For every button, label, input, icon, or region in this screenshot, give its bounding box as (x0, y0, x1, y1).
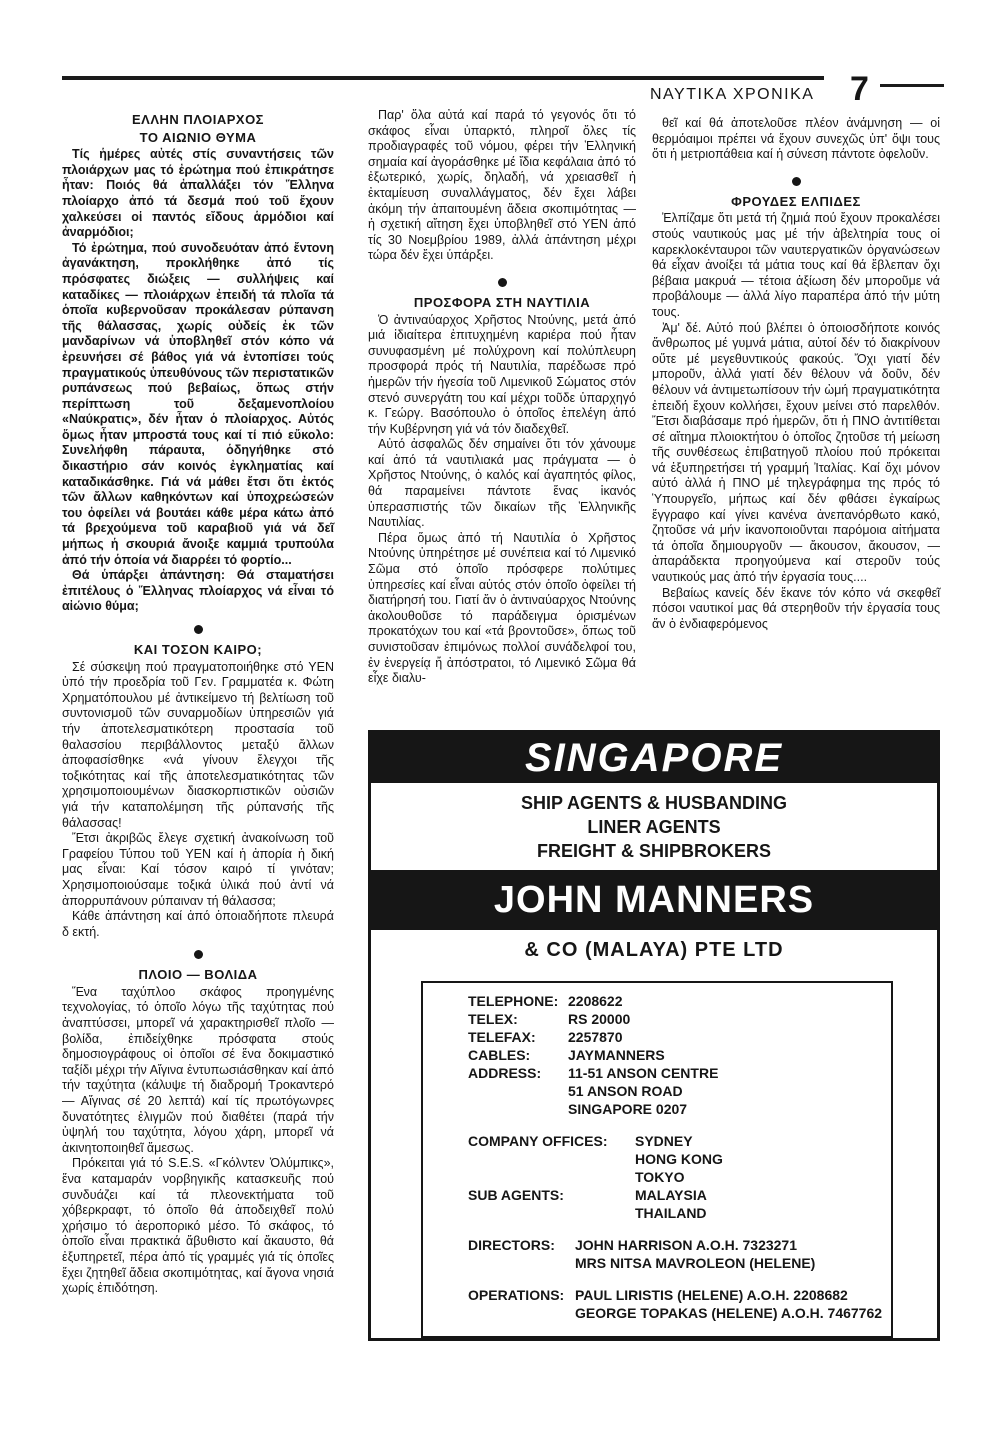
page-number: 7 (850, 70, 869, 108)
paragraph: Ἔτσι ἀκριβῶς ἔλεγε σχετική ἀνακοίνωση τοῦ Γραφείου Τύπου τοῦ ΥΕΝ καί ἡ ἀπορία ἡ δική μας εἶναι: Καί τόσον καιρό τί γινόταν; Χρησιμοποιούσαμε τοξικά ὑλικά πού ἀντί νά ἀπορρυπάνουν ρύπαιναν τή θάλασσα; (62, 831, 334, 908)
column-1 (62, 108, 334, 1297)
paragraph: Ὁ ἀντιναύαρχος Χρῆστος Ντούνης, μετά ἀπό μιά ἰδιαίτερα ἐπιτυχημένη καριέρα πού ἦταν συνυφασμένη μέ πολύχρονη καί πολύπλευρη προσφορά πρός τή Ναυτιλία, παρέδωσε πρό ἡμερῶν τήν ἡγεσία τοῦ Λιμενικοῦ Σώματος στόν στενό συνεργάτη του καί μέχρι τοῦδε ὑπαρχηγό κ. Γεώργ. Βασόπουλο ὁ ὁποῖος ἐπελέγη ἀπό τήν Κυβέρνηση γιά νά τόν διαδεχθεῖ. (368, 312, 636, 436)
paragraph: θεῖ καί θά ἀποτελοῦσε πλέον ἀνάμνηση — οἱ θερμόαιμοι πρέπει νά ἔχουν συνεχῶς ὑπ' ὄψι τους ὅτι ἡ μετριοπάθεια καί ἡ σύνεση πάντοτε ὀφελοῦν. (652, 116, 940, 162)
article-ellin-ploiarchos (62, 147, 334, 615)
paragraph: Βεβαίως κανείς δέν ἔκανε τόν κόπο νά σκεφθεῖ πόσοι ναυτικοί μας θά στερηθοῦν τήν ἐργασία τους ἄν ὁ ἐνδιαφερόμενος (652, 585, 940, 631)
paragraph: Αὐτό ἀσφαλῶς δέν σημαίνει ὅτι τόν χάνουμε καί ἀπό τά ναυτιλιακά μας πράγματα — ὁ Χρῆστος Ντούνης, ὁ καλός καί ἀγαπητός φίλος, θά παραμείνει πάντοτε ἕνας ἱκανός ὑπερασπιστής τῶν δικαίων τῆς Ἑλληνικῆς Ναυτιλίας. (368, 437, 636, 530)
paragraph: Τό ἐρώτημα, πού συνοδευόταν ἀπό ἔντονη ἀγανάκτηση, προκλήθηκε ἀπό τίς πρόσφατες διώξεις — συλλήψεις καί καταδίκες — πλοιάρχων ἐπειδή τά πλοῖα τά ὁποῖα κυβερνοῦσαν προκάλεσαν ρύπανση τῆς θάλασσας, χωρίς οὐδείς ἐκ τῶν μανδαρίνων νά ὑποβληθεῖ στόν κόπο νά ἐρευνήσει σέ βάθος γιά νά ἐντοπίσει τούς πραγματικούς ὑπευθύνους τῶν περιστατικῶν ρυπάνσεως πού βεβαίως, ὅπως στήν περίπτωση τοῦ δεξαμενοπλοίου «Ναύκρατις», δέν ἦταν ὁ πλοίαρχος. Αὐτός ὅμως ἦταν μπροστά τους καί τί πιό εὔκολο: Συνελήφθη πάραυτα, ὁδηγήθηκε στό δικαστήριο σάν κοινός ἐγκληματίας καί καταδικάσθηκε. Γιά νά μάθει ἔτσι ὅτι ἐκτός τῶν ἄλλων καθηκόντων καί ὑποχρεώσεών του ὀφείλει νά βουτάει κάθε μέρα κάτω ἀπό τά βρεχούμενα τοῦ καραβιοῦ γιά νά δεῖ μήπως ἡ σκουριά ἄνοιξε καμμιά τρυπούλα ἀπό τήν ὁποία νά διαρρέει τό φορτίο... (62, 240, 334, 567)
telefax-value: 2257870 (568, 1029, 623, 1045)
header-rule-left (62, 76, 824, 80)
director-name: MRS NITSA MAVROLEON (HELENE) (575, 1255, 816, 1271)
ad-service-line: LINER AGENTS (587, 817, 721, 837)
article-title: ΠΛΟΙΟ — ΒΟΛΙΔΑ (138, 967, 258, 983)
paragraph: Πέρα ὅμως ἀπό τή Ναυτιλία ὁ Χρῆστος Ντούνης ὑπηρέτησε μέ συνέπεια καί τό Λιμενικό Σῶμα στό ὁποῖο πρόσφερε πολύτιμες ὑπηρεσίες καί εἶναι αὐτός στόν ὁποῖο ὀφείλει τή διατήρησή του. Γιατί ἄν ὁ ἀντιναύαρχος Ντούνης ἀκολουθοῦσε τό παράδειγμα ὁρισμένων προκατόχων του καί «τά βροντοῦσε», ὅπως τοῦ συνιστοῦσαν ἐπιμόνως πολλοί συνάδελφοί του, ἐν ἐνεργείᾳ ἤ ἀπόστρατοι, τό Λιμενικό Σῶμα θά εἶχε διαλυ- (368, 530, 636, 686)
paragraph: Θά ὑπάρξει ἀπάντηση: Θά σταματήσει ἐπιτέλους ὁ Ἕλληνας πλοίαρχος νά εἶναι τό αἰώνιο θύμα; (62, 568, 334, 614)
office-city: SYDNEY (635, 1133, 693, 1149)
telefax-label: TELEFAX: (468, 1029, 536, 1045)
address-line: SINGAPORE 0207 (568, 1101, 688, 1117)
paragraph: Πρόκειται γιά τό S.E.S. «Γκόλντεν Ὀλύμπικς», ἕνα καταμαράν νορβηγικῆς κατασκευῆς πού συνδυάζει καί τά πλεονεκτήματα τοῦ χόβερκραφτ, τό ὁποῖο θά ἀποδειχθεῖ πολύ χρήσιμο τό ἀεροπορικό μέσο. Τό σκάφος, τό ὁποῖο εἶναι πρακτικά ἄβυθιστο καί ἄκαυστο, θά ἐξυπηρετεῖ, πέρα ἀπό τίς γραμμές γιά τίς ὁποῖες ἔχει ζητηθεῖ ἄδεια σκοπιμότητας, καί ἄγονα νησιά χωρίς ἐπιδότηση. (62, 1156, 334, 1296)
telex-label: TELEX: (468, 1011, 518, 1027)
paragraph: Τίς ἡμέρες αὐτές στίς συναντήσεις τῶν πλοιάρχων μας τό ἐρώτημα πού ἐπικράτησε ἦταν: Ποιός θά ἀπαλλάξει τόν Ἕλληνα πλοίαρχο ἀπό τά δεσμά πού τοῦ ἔχουν χαλκεύσει οἱ παντός εἴδους ἁρμόδιοι καί ἀναρμόδιοι; (62, 147, 334, 240)
address-label: ADDRESS: (468, 1065, 542, 1081)
address-line: 11-51 ANSON CENTRE (568, 1065, 719, 1081)
paragraph: Κάθε ἀπάντηση καί ἀπό ὁποιαδήποτε πλευρά δ εκτή. (62, 909, 334, 939)
ad-service-line: SHIP AGENTS & HUSBANDING (520, 793, 788, 813)
ad-company-subtitle: & CO (MALAYA) PTE LTD (524, 939, 784, 961)
bullet-separator (194, 625, 203, 634)
office-city: TOKYO (635, 1169, 685, 1185)
telephone-label: TELEPHONE: (468, 993, 559, 1009)
ad-service-line: FREIGHT & SHIPBROKERS (536, 841, 772, 861)
article-title-line2: ΤΟ ΑΙΩΝΙΟ ΘΥΜΑ (139, 129, 257, 145)
sub-agents-label: SUB AGENTS: (468, 1187, 564, 1203)
paragraph: Ἐλπίζαμε ὅτι μετά τή ζημιά πού ἔχουν προκαλέσει στούς ναυτικούς μας μέ τήν ἀβελτηρία τους οἱ καρεκλοκένταυροι τῶν ναυτεργατικῶν ὀργανώσεων θά εἶχαν ἀνοίξει τά μάτια τους καί θά ἔβλεπαν ὄχι βέβαια μακρυά — τέτοια ἀξίωση δέν μποροῦμε νά προβάλουμε — ἀλλά λίγο παραπέρα ἀπό τήν μύτη τους. (652, 211, 940, 319)
telex-value: RS 20000 (568, 1011, 631, 1027)
column-2 (368, 108, 636, 687)
paragraph: Παρ' ὅλα αὐτά καί παρά τό γεγονός ὅτι τό σκάφος εἶναι ὑπαρκτό, πληροῖ ὅλες τίς προδιαγραφές τοῦ νόμου, φέρει τήν Ἑλληνική σημαία καί ἀγοράσθηκε μέ ἴδια κεφάλαια ἀπό τό ἐξωτερικό, χωρίς, δηλαδή, νά χρειασθεῖ ἡ ἐκταμίευση συναλλάγματος, δέν ἔχει λάβει ἀκόμη τήν ἀπαιτουμένη ἄδεια σκοπιμότητας — ἡ σχετική αἴτηση ἔχει ὑποβληθεῖ στό ΥΕΝ ἀπό τίς 30 Νοεμβρίου 1989, ἀλλά ἀπάντηση μέχρι τώρα δέν ἔχει ὑπάρξει. (368, 108, 636, 263)
article-title: ΦΡΟΥΔΕΣ ΕΛΠΙΔΕΣ (731, 193, 861, 209)
paragraph: Ἀμ' δέ. Αὐτό πού βλέπει ὁ ὁποιοσδήποτε κοινός ἄνθρωπος μέ γυμνά μάτια, αὐτοί δέν τό διακρίνουν οὔτε μέ μεγεθυντικούς φακούς. Ὄχι γιατί δέν μποροῦν, ἀλλά γιατί δέν θέλουν νά δοῦν, δέν θέλουν νά ἀντιμετωπίσουν τήν ὠμή πραγματικότητα ἐπειδή ἔχουν κολλήσει, ἔχουν μείνει στό παρελθόν. Ἔτσι διαβάσαμε πρό ἡμερῶν, ὅτι ἡ ΠΝΟ ἀντιτίθεται σέ αἴτημα πλοιοκτήτου ὁ ὁποῖος ζητοῦσε τή μείωση τῆς συνθέσεως ἐπιβατηγοῦ πλοίου πού πρόκειται νά ἐξυπηρετήσει τή γραμμή Ἰταλίας. Καί ὄχι μόνον αὐτό ἀλλά ἡ ΠΝΟ μέ τηλεγράφημα της πρός τό Ὑπουργεῖο, μήπως καί δέν φθάσει ἐγκαίρως ἔγγραφο καί γίνει κανένα ἀνεπανόρθωτο κακό, ζητοῦσε νά μήν ἱκανοποιοῦνται παρόμοια αἰτήματα τά ὁποῖα δημιουργοῦν — ἄκουσον, ἄκουσον, — ἀπαράδεκτα προηγούμενα καί στεροῦν τούς ναυτικούς μας ἀπό τήν ἐργασία τους.... (652, 320, 940, 585)
ad-banner-singapore: SINGAPORE (371, 733, 937, 783)
director-name: JOHN HARRISON A.O.H. 7323271 (575, 1237, 797, 1253)
office-city: HONG KONG (635, 1151, 723, 1167)
article-title-line1: ΕΛΛΗΝ ΠΛΟΙΑΡΧΟΣ (132, 112, 264, 127)
paragraph: Ἕνα ταχύπλοο σκάφος προηγμένης τεχνολογίας, τό ὁποῖο λόγω τῆς ταχύτητας πού ἀναπτύσσει, μπορεῖ νά χαρακτηρισθεῖ πλοῖο — βολίδα, ἐπιδείχθηκε πρόσφατα στούς δημοσιογράφους οἱ ὁποῖοι σέ ἕνα δοκιμαστικό ταξίδι μέχρι τήν Αἴγινα ἐντυπωσιάσθηκαν καί ἀπό τήν ταχύτητα (κάλυψε τή διαδρομή Τροκαντερό — Αἴγινας σέ 20 λεπτά) καί τίς πρωτόγωνρες δυνατότητες ἐλιγμῶν πού διαθέτει (παρά τήν ὑψηλή του ταχύτητα, λόγου χάρη, μπορεῖ νά ἀκινητοποιηθεῖ ἄμεσως. (62, 984, 334, 1155)
cables-value: JAYMANNERS (568, 1047, 665, 1063)
publication-title: ΝΑΥΤΙΚΑ ΧΡΟΝΙΚΑ (650, 86, 815, 103)
operations-contact: GEORGE TOPAKAS (HELENE) A.O.H. 7467762 (575, 1305, 883, 1321)
operations-contact: PAUL LIRISTIS (HELENE) A.O.H. 2208682 (575, 1287, 848, 1303)
bullet-separator (194, 950, 203, 959)
directors-label: DIRECTORS: (468, 1237, 555, 1253)
sub-agent-country: THAILAND (635, 1205, 707, 1221)
bullet-separator (498, 278, 507, 287)
bullet-separator (792, 177, 801, 186)
company-offices-label: COMPANY OFFICES: (468, 1133, 608, 1149)
telephone-value: 2208622 (568, 993, 623, 1009)
operations-label: OPERATIONS: (468, 1287, 565, 1303)
address-line: 51 ANSON ROAD (568, 1083, 683, 1099)
ad-company-name: JOHN MANNERS (371, 870, 937, 930)
article-title: ΠΡΟΣΦΟΡΑ ΣΤΗ ΝΑΥΤΙΛΙΑ (413, 294, 591, 310)
column-3 (652, 116, 940, 632)
article-title: ΚΑΙ ΤΟΣΟΝ ΚΑΙΡΟ; (133, 642, 263, 657)
sub-agent-country: MALAYSIA (635, 1187, 707, 1203)
ad-contact-box (421, 981, 893, 1338)
header-rule-right (880, 84, 944, 87)
paragraph: Σέ σύσκεψη πού πραγματοποιήθηκε στό ΥΕΝ ὑπό τήν προεδρία τοῦ Γεν. Γραμματέα κ. Φώτη Χρηματόπουλου μέ ἀντικείμενο τή βελτίωση τοῦ συντονισμοῦ τῶν συναρμοδίων ὑπηρεσιῶν γιά τήν ἀποτελεσματικότερη προστασία τοῦ θαλασσίου περιβάλλοντος μεταξύ ἄλλων ἀποφασίσθηκε «νά γίνουν ἔλεγχοι τῆς τοξικότητας καί τῆς ἀποτελεσματικότητας τῶν χρησιμοποιουμένων διασκορπιστικῶν οὐσιῶν γιά τήν καταπολέμηση τῆς ρύπανσής τῆς θάλασσας! (62, 659, 334, 830)
advertisement-john-manners (368, 730, 940, 1341)
cables-label: CABLES: (468, 1047, 531, 1063)
